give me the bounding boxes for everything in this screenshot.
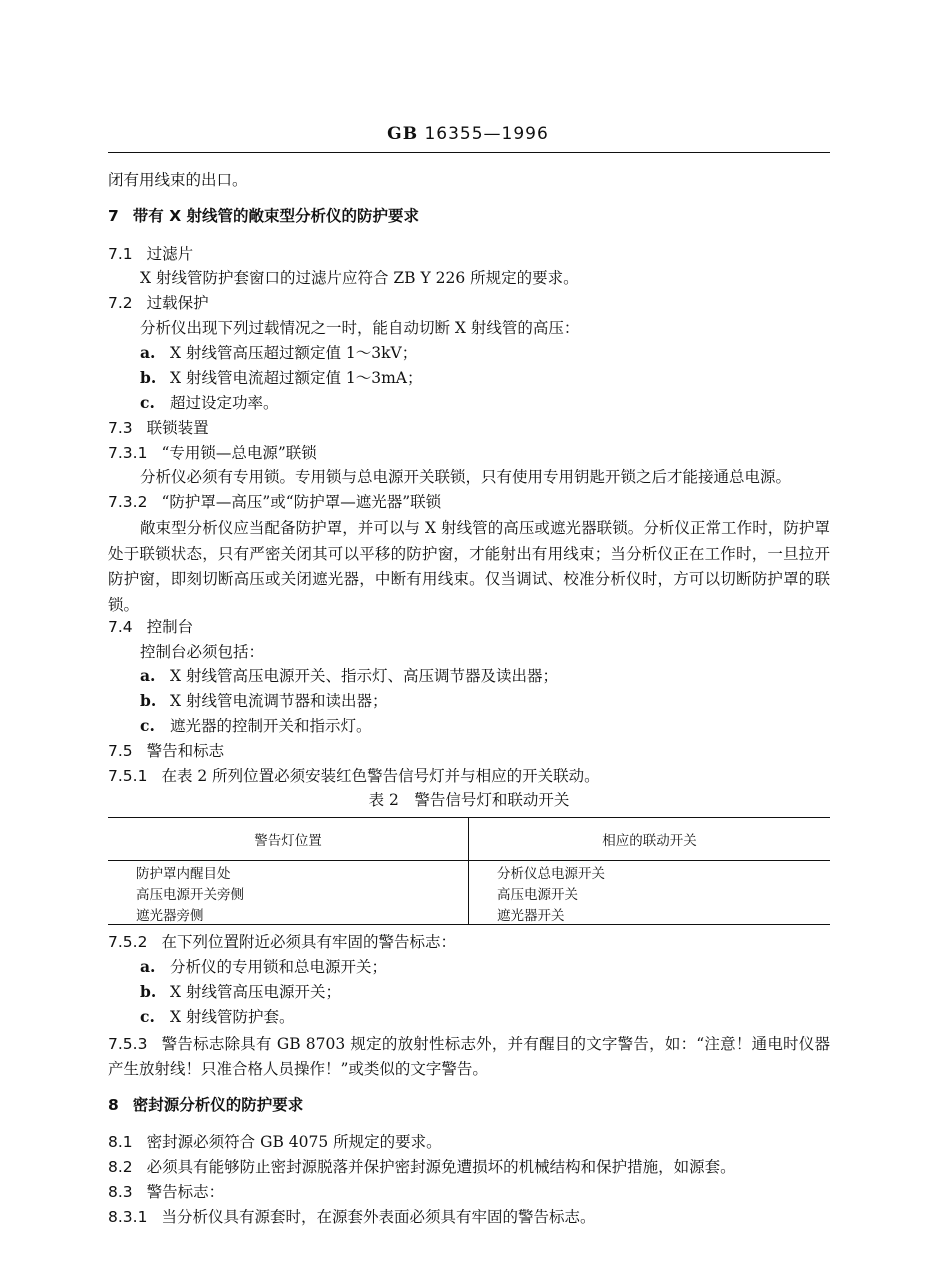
clause-number: 7.5.1 xyxy=(108,767,148,785)
clause-number: 7.5.2 xyxy=(108,933,148,951)
section-title: 密封源分析仪的防护要求 xyxy=(132,1096,304,1114)
continuation-line: 闭有用线束的出口。 xyxy=(108,171,248,189)
list-item xyxy=(140,343,417,363)
clause-7-4-text: 控制台必须包括： xyxy=(140,643,265,661)
clause-7-3-2-text: 敞束型分析仪应当配备防护罩，并可以与 X 射线管的高压或遮光器联锁。分析仪正常工作时，防护罩处于联锁状态，只有严密关闭其可以平移的防护窗，才能射出有用线束；当分析仪正在工作时，一旦拉开防护窗，即刻切断高压或关闭遮光器，中断有用线束。仅当调试、校准分析仪时，方可以切断防护罩的联锁。 xyxy=(108,519,830,614)
section-number: 8 xyxy=(108,1096,119,1114)
table-cell: 高压电源开关旁侧 xyxy=(108,882,469,903)
list-item-text: 分析仪的专用锁和总电源开关； xyxy=(170,958,388,976)
list-marker: a. xyxy=(140,343,156,362)
clause-number: 7.3 xyxy=(108,419,133,437)
list-item-text: X 射线管高压电源开关； xyxy=(170,983,341,1001)
clause-number: 8.3.1 xyxy=(108,1208,148,1226)
clause-number: 7.1 xyxy=(108,245,133,263)
clause-text: 警告标志： xyxy=(146,1183,225,1201)
list-item xyxy=(140,716,372,736)
clause-text: 当分析仪具有源套时，在源套外表面必须具有牢固的警告标志。 xyxy=(161,1208,596,1226)
clause-8-3-1 xyxy=(108,1207,595,1227)
column-header: 警告灯位置 xyxy=(108,818,469,861)
table-header-row xyxy=(108,818,830,861)
clause-text: 警告标志除具有 GB 8703 规定的放射性标志外，并有醒目的文字警告，如：“注意！通电时仪器产生放射线！只准合格人员操作！”或类似的文字警告。 xyxy=(108,1035,830,1078)
clause-8-1 xyxy=(108,1132,442,1152)
list-item-text: X 射线管高压超过额定值 1～3kV； xyxy=(170,344,418,362)
clause-text: 在下列位置附近必须具有牢固的警告标志： xyxy=(161,933,456,951)
list-item xyxy=(140,393,279,413)
clause-title: 联锁装置 xyxy=(146,419,209,437)
list-marker: b. xyxy=(140,691,157,710)
clause-7-4 xyxy=(108,617,193,637)
clause-7-3-2 xyxy=(108,492,441,512)
clause-text: 必须具有能够防止密封源脱落并保护密封源免遭损坏的机械结构和保护措施，如源套。 xyxy=(146,1158,736,1176)
table-cell: 遮光器开关 xyxy=(469,903,831,925)
table-row xyxy=(108,903,830,925)
warning-light-table xyxy=(108,817,830,925)
clause-7-5-3 xyxy=(108,1032,830,1082)
clause-number: 7.2 xyxy=(108,294,133,312)
clause-8-2 xyxy=(108,1157,736,1177)
list-item-text: X 射线管高压电源开关、指示灯、高压调节器及读出器； xyxy=(170,667,558,685)
clause-7-1-text: X 射线管防护套窗口的过滤片应符合 ZB Y 226 所规定的要求。 xyxy=(140,269,579,287)
clause-number: 7.3.2 xyxy=(108,493,148,511)
table-row xyxy=(108,882,830,903)
list-marker: c. xyxy=(140,393,155,412)
clause-title: 警告和标志 xyxy=(146,742,225,760)
list-item-text: X 射线管防护套。 xyxy=(170,1008,295,1026)
list-item xyxy=(140,1007,294,1027)
section-8-heading xyxy=(108,1095,303,1115)
list-item xyxy=(140,666,558,686)
section-number: 7 xyxy=(108,207,119,225)
clause-text: 在表 2 所列位置必须安装红色警告信号灯并与相应的开关联动。 xyxy=(161,767,600,785)
clause-title: 过载保护 xyxy=(146,294,209,312)
clause-8-3 xyxy=(108,1182,224,1202)
table-caption: 表 2 警告信号灯和联动开关 xyxy=(368,791,570,809)
clause-title: 过滤片 xyxy=(146,245,194,263)
clause-title: “防护罩—高压”或“防护罩—遮光器”联锁 xyxy=(161,493,442,511)
clause-7-5-1 xyxy=(108,766,600,786)
clause-number: 7.5.3 xyxy=(108,1035,148,1053)
clause-7-3-1-text: 分析仪必须有专用锁。专用锁与总电源开关联锁，只有使用专用钥匙开锁之后才能接通总电源。 xyxy=(140,468,792,486)
table-cell: 遮光器旁侧 xyxy=(108,903,469,925)
list-item xyxy=(140,957,387,977)
list-marker: c. xyxy=(140,1007,155,1026)
clause-7-2-text: 分析仪出现下列过载情况之一时，能自动切断 X 射线管的高压： xyxy=(140,319,580,337)
list-marker: a. xyxy=(140,957,156,976)
page-header xyxy=(108,124,828,144)
clause-7-1 xyxy=(108,244,193,264)
clause-number: 7.3.1 xyxy=(108,444,148,462)
section-title: 带有 X 射线管的敞束型分析仪的防护要求 xyxy=(132,207,420,225)
list-item xyxy=(140,982,341,1002)
clause-number: 8.2 xyxy=(108,1158,133,1176)
table-cell: 分析仪总电源开关 xyxy=(497,865,605,882)
clause-number: 8.3 xyxy=(108,1183,133,1201)
column-header: 相应的联动开关 xyxy=(469,818,831,861)
list-marker: b. xyxy=(140,368,157,387)
list-item-text: 超过设定功率。 xyxy=(170,394,279,412)
section-7-heading xyxy=(108,206,419,226)
header-rule xyxy=(108,152,830,153)
clause-7-3-1 xyxy=(108,443,317,463)
table-cell: 高压电源开关 xyxy=(497,886,578,903)
clause-number: 7.5 xyxy=(108,742,133,760)
list-item-text: X 射线管电流超过额定值 1～3mA； xyxy=(170,369,423,387)
list-marker: b. xyxy=(140,982,157,1001)
table-row xyxy=(108,861,830,883)
list-item-text: 遮光器的控制开关和指示灯。 xyxy=(170,717,372,735)
table-cell: 防护罩内醒目处 xyxy=(108,861,469,883)
list-marker: a. xyxy=(140,666,156,685)
standard-prefix: GB xyxy=(387,124,419,144)
clause-7-2 xyxy=(108,293,209,313)
standard-code: 16355—1996 xyxy=(424,124,549,144)
list-marker: c. xyxy=(140,716,155,735)
list-item-text: X 射线管电流调节器和读出器； xyxy=(170,692,388,710)
list-item xyxy=(140,691,387,711)
clause-title: 控制台 xyxy=(146,618,194,636)
clause-number: 7.4 xyxy=(108,618,133,636)
list-item xyxy=(140,368,423,388)
clause-7-3 xyxy=(108,418,209,438)
clause-7-5-2 xyxy=(108,932,456,952)
clause-text: 密封源必须符合 GB 4075 所规定的要求。 xyxy=(146,1133,442,1151)
clause-number: 8.1 xyxy=(108,1133,133,1151)
clause-7-5 xyxy=(108,741,224,761)
clause-title: “专用锁—总电源”联锁 xyxy=(161,444,317,462)
